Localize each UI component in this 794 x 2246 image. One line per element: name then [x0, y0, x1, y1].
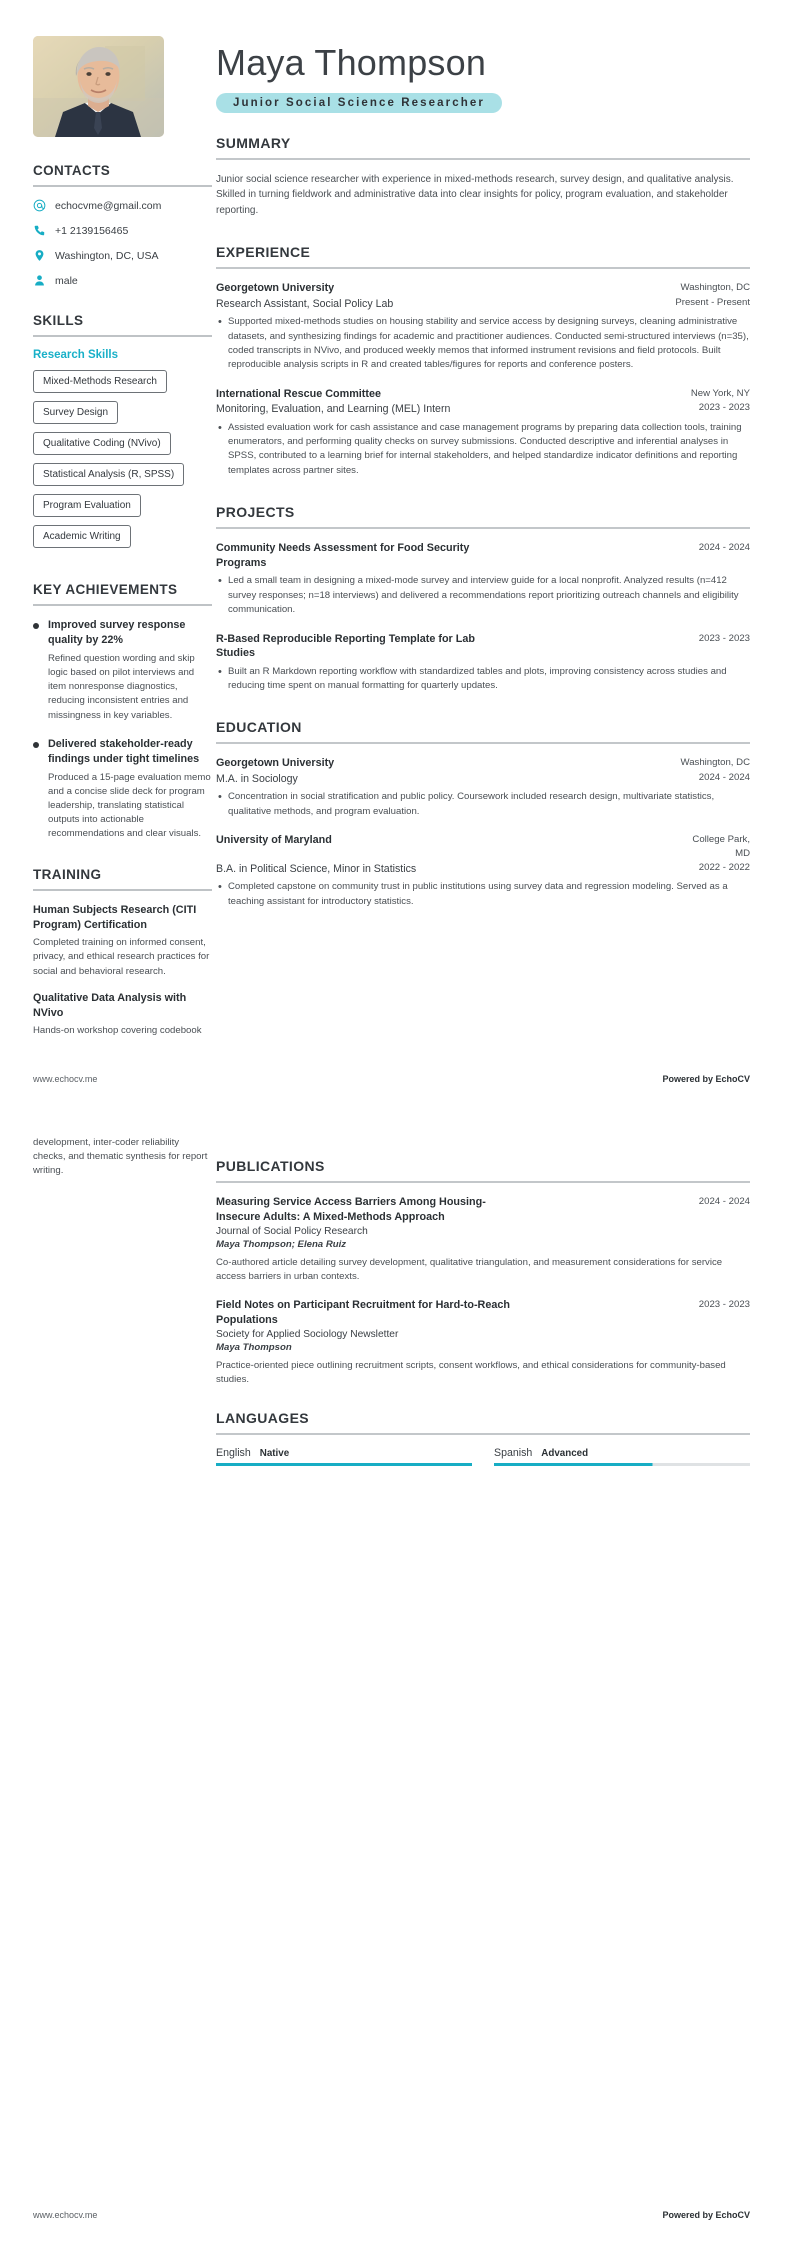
- sidebar-continued: [0, 1118, 212, 1191]
- language-item: [494, 1447, 750, 1466]
- contact-phone[interactable]: [33, 224, 212, 237]
- main-content: [212, 0, 794, 923]
- education-location: College Park, MD: [692, 834, 750, 859]
- experience-divider: [216, 267, 750, 269]
- bullet-item: • Supported mixed-methods studies on housing stability and service access by designing surveys, cleaning administrative datasets, and synthesizing findings for academic and practitioner audiences. Conducted semi-structured interviews (n=35), coded transcripts in NVivo, and produced weekly memos that informed instrument revisions and field protocols. Built reproducible analysis scripts in R and created tables/figures for reports and conference posters.: [216, 315, 750, 373]
- bullet-item: • Completed capstone on community trust in public institutions using survey data and regression modeling. Served as a teaching assistant for introductory statistics.: [216, 880, 750, 909]
- footer-powered-by: [662, 1074, 750, 1084]
- achievement-description: Produced a 15-page evaluation memo and a concise slide deck for program leadership, translating statistical outputs into actionable recommendations and clear visuals.: [48, 771, 211, 840]
- experience-dates: 2023 - 2023: [698, 402, 750, 414]
- training-divider: [33, 889, 212, 891]
- experience-role: Research Assistant, Social Policy Lab: [216, 297, 394, 310]
- summary-heading: SUMMARY: [216, 134, 291, 151]
- skill-chip[interactable]: Statistical Analysis (R, SPSS): [33, 463, 184, 486]
- key-achievements-divider: [33, 604, 212, 606]
- language-item: [216, 1447, 472, 1466]
- at-icon: [33, 199, 46, 212]
- skill-chip[interactable]: Qualitative Coding (NVivo): [33, 432, 171, 455]
- education-item: [216, 756, 750, 819]
- experience-heading: EXPERIENCE: [216, 244, 311, 261]
- achievement-item: [33, 737, 212, 842]
- contact-gender: [33, 274, 212, 287]
- page-footer-bottom: [0, 2210, 794, 2220]
- education-location: Washington, DC: [680, 757, 750, 769]
- footer-powered-prefix: Powered by: [662, 2210, 716, 2220]
- publication-description: Co-authored article detailing survey development, qualitative triangulation, and measurement considerations for service access barriers in urban contexts.: [216, 1256, 723, 1283]
- training-item: [33, 991, 212, 1038]
- footer-brand: EchoCV: [715, 1073, 750, 1084]
- education-org: University of Maryland: [216, 834, 332, 847]
- bullet-item: • Built an R Markdown reporting workflow with standardized tables and plots, improving consistency across studies and reducing time spent on manual formatting for quarterly updates.: [216, 665, 750, 694]
- experience-org: International Rescue Committee: [216, 387, 381, 400]
- summary-text: Junior social science researcher with experience in mixed-methods research, survey design, and qualitative analysis. Skilled in turning fieldwork and administrative data into clear insights for policy, program evaluation, and stakeholder reporting.: [216, 173, 734, 216]
- experience-dates: Present - Present: [675, 296, 750, 308]
- achievement-title: Improved survey response quality by 22%: [48, 619, 186, 646]
- footer-powered-by: [662, 2210, 750, 2220]
- experience-org: Georgetown University: [216, 282, 335, 295]
- language-level: Advanced: [541, 1447, 589, 1459]
- skills-category-label: Research Skills: [33, 349, 119, 361]
- contact-location-value: Washington, DC, USA: [55, 249, 159, 262]
- language-proficiency-bar: [494, 1463, 750, 1466]
- education-item: [216, 833, 750, 909]
- skills-divider: [33, 335, 212, 337]
- publication-description: Practice-oriented piece outlining recruitment scripts, consent workflows, and ethical considerations for community-based studies.: [216, 1359, 726, 1386]
- projects-heading: PROJECTS: [216, 504, 295, 521]
- skill-chip[interactable]: Survey Design: [33, 401, 118, 424]
- publication-authors: Maya Thompson; Elena Ruiz: [216, 1238, 347, 1250]
- phone-icon: [33, 224, 46, 237]
- contacts-heading: CONTACTS: [33, 163, 111, 178]
- project-dates: 2023 - 2023: [698, 632, 750, 644]
- experience-location: Washington, DC: [680, 282, 750, 294]
- bullet-item: • Concentration in social stratification and public policy. Coursework included research design, multivariate statistics, qualitative methods, and program evaluation.: [216, 790, 750, 819]
- contact-email-value: echocvme@gmail.com: [55, 199, 162, 212]
- footer-website[interactable]: www.echocv.me: [33, 2210, 98, 2220]
- page-footer: [0, 1074, 794, 1084]
- publication-item: [216, 1195, 750, 1285]
- bullet-item: • Assisted evaluation work for cash assistance and case management programs by preparing data collection tools, training enumerators, and performing quality checks on survey submissions. Conducted descriptive and inferential analyses in SPSS, contributed to a learning brief for internal stakeholders, and helped standardize indicator definitions and reporting templates across partner sites.: [216, 421, 750, 479]
- languages-list: [216, 1447, 750, 1466]
- publications-heading: PUBLICATIONS: [216, 1157, 325, 1174]
- publication-title: Field Notes on Participant Recruitment for Hard-to-Reach Populations: [216, 1298, 510, 1326]
- education-dates: 2022 - 2022: [698, 861, 750, 873]
- achievement-description: Refined question wording and skip logic based on pilot interviews and item nonresponse diagnostics, reducing inconsistent entries and missingness in key variables.: [48, 652, 195, 721]
- education-dates: 2024 - 2024: [698, 771, 750, 783]
- footer-powered-prefix: Powered by: [662, 1073, 716, 1084]
- summary-divider: [216, 158, 750, 160]
- language-level: Native: [259, 1447, 290, 1459]
- education-bullets: [216, 790, 750, 819]
- education-org: Georgetown University: [216, 757, 335, 770]
- publication-authors: Maya Thompson: [216, 1341, 292, 1353]
- training-item: [33, 903, 212, 978]
- training-description-continued: development, inter-coder reliability checks, and thematic synthesis for report writing.: [33, 1136, 208, 1177]
- publication-source: Journal of Social Policy Research: [216, 1225, 368, 1237]
- achievement-title: Delivered stakeholder-ready findings under tight timelines: [48, 737, 200, 765]
- sidebar: [0, 0, 212, 1050]
- project-dates: 2024 - 2024: [698, 542, 750, 554]
- main-content-continued: [212, 1118, 794, 1466]
- publication-title: Measuring Service Access Barriers Among Housing-Insecure Adults: A Mixed-Methods Approach: [216, 1195, 486, 1223]
- page-break: [0, 1084, 794, 1118]
- languages-heading: LANGUAGES: [216, 1409, 310, 1426]
- bullet-dot-icon: [33, 742, 39, 748]
- training-title: Human Subjects Research (CITI Program) Certification: [33, 904, 197, 932]
- skill-chip[interactable]: Program Evaluation: [33, 494, 141, 517]
- key-achievements-heading: KEY ACHIEVEMENTS: [33, 582, 178, 597]
- footer-website[interactable]: www.echocv.me: [33, 1073, 98, 1084]
- avatar: [33, 36, 164, 137]
- project-item: [216, 632, 750, 694]
- project-bullets: [216, 665, 750, 694]
- bullet-dot-icon: [33, 623, 39, 629]
- publications-divider: [216, 1181, 750, 1183]
- training-description: Completed training on informed consent, privacy, and ethical research practices for social and behavioral research.: [33, 937, 210, 977]
- publication-dates: 2024 - 2024: [698, 1195, 750, 1207]
- education-heading: EDUCATION: [216, 719, 302, 736]
- resume-sheet-2: [0, 1118, 794, 1466]
- page-title: Maya Thompson: [216, 42, 487, 83]
- education-bullets: [216, 880, 750, 909]
- experience-role: Monitoring, Evaluation, and Learning (MEL) Intern: [216, 403, 451, 416]
- person-icon: [33, 274, 46, 287]
- publication-dates: 2023 - 2023: [698, 1298, 750, 1310]
- location-pin-icon: [33, 249, 46, 262]
- education-divider: [216, 742, 750, 744]
- training-heading: TRAINING: [33, 867, 102, 883]
- projects-divider: [216, 527, 750, 529]
- publication-source: Society for Applied Sociology Newsletter: [216, 1328, 399, 1340]
- resume-sheet-1: [0, 0, 794, 1084]
- language-proficiency-bar: [216, 1463, 472, 1466]
- skill-chip[interactable]: Academic Writing: [33, 525, 131, 548]
- experience-bullets: [216, 315, 750, 373]
- footer-brand: EchoCV: [715, 2210, 750, 2220]
- project-item: [216, 541, 750, 617]
- skills-chip-list: [33, 370, 212, 556]
- experience-bullets: [216, 421, 750, 479]
- education-degree: M.A. in Sociology: [216, 772, 298, 785]
- publication-item: [216, 1298, 750, 1388]
- contacts-divider: [33, 185, 212, 187]
- achievement-item: [33, 618, 212, 723]
- contact-phone-value: +1 2139156465: [55, 224, 129, 237]
- project-title: Community Needs Assessment for Food Security Programs: [216, 542, 470, 569]
- education-degree: B.A. in Political Science, Minor in Statistics: [216, 862, 417, 875]
- contact-location: [33, 249, 212, 262]
- contact-email[interactable]: [33, 199, 212, 212]
- experience-location: New York, NY: [690, 387, 750, 399]
- experience-item: [216, 281, 750, 372]
- skills-heading: SKILLS: [33, 313, 84, 328]
- contact-gender-value: male: [55, 274, 78, 287]
- training-title: Qualitative Data Analysis with NVivo: [33, 991, 187, 1019]
- project-title: R-Based Reproducible Reporting Template for Lab Studies: [216, 632, 475, 660]
- language-name: Spanish: [494, 1446, 533, 1459]
- skill-chip[interactable]: Mixed-Methods Research: [33, 370, 167, 393]
- language-name: English: [216, 1446, 251, 1459]
- role-badge: Junior Social Science Researcher: [216, 93, 502, 113]
- training-description-truncated: Hands-on workshop covering codebook: [33, 1024, 202, 1036]
- experience-item: [216, 387, 750, 478]
- project-bullets: [216, 574, 750, 617]
- bullet-item: • Led a small team in designing a mixed-mode survey and interview guide for a local nonprofit. Analyzed results (n=412 survey responses; n=18 interviews) and delivered a recommendations report prioritizing outreach channels and eligibility communication.: [216, 574, 750, 617]
- languages-divider: [216, 1433, 750, 1435]
